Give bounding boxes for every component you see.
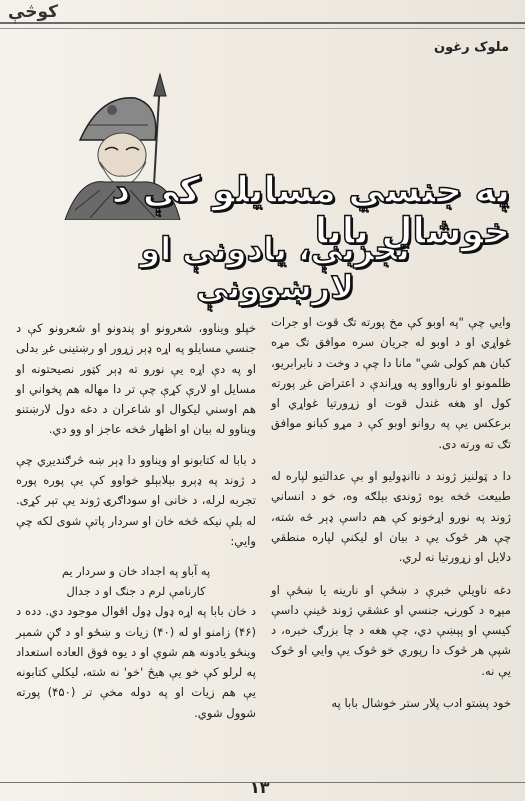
paragraph: د خان بابا په اړه ډول ډول اقوال موجود دي. دده د (۴۶) زامنو او له (۴۰) زيات و ښځو او د ګڼ شمېر وينځو يادونه هم شوې او د يوه فوق العاده استعداد په لرلو کې خو يې هيڅ 'خو' نه شته، ليکلي کتابونه يې هم زيات او په دوله مخې تر (۴۵۰) پورته شوول شوي. <box>16 604 257 720</box>
page-number: ۱۳ <box>250 778 270 797</box>
magazine-name: کوڅې <box>8 2 58 22</box>
right-column <box>271 312 511 725</box>
paragraph: دغه ناويلي خبرې د ښځې او نارينه يا ښځې او مېړه د کورنۍ، جنسي او عشقي ژوند ځينې داسې کيسې او پېښې دي، چې هغه د چا بزرګ خبره، د شپې هر څوک دا رپوري خو څوک يې وايي او څوک يې نه. <box>271 582 511 678</box>
article-title-line2: تجربې، يادونې او لارښوونې <box>140 230 410 306</box>
article-title-line1: په جنسي مسايلو کې د خوشال بابا <box>111 170 510 252</box>
paragraph: خپلو ويناوو، شعرونو او پندونو او شعرونو کې د جنسي مسايلو په اړه ډېر زړور او رښتينی غږ بدلی او په دې اړه يې نورو ته ډېر کټور نصيحتونه او مسايل او لارې کړې چې تر دا مهاله هم پخواني او هم اوسني ليکوال او شاعران د دغه دول لارښتنو ويناوو له بيان او اظهار څخه عاجز او وو دي. <box>16 321 256 437</box>
left-column <box>16 318 256 733</box>
paragraph: وايي چې "په اوبو کې مخ پورته تګ قوت او جرات غواړي او د اوبو له جريان سره موافق تګ مړه کبان هم کولی شي" مانا دا چې د وخت د نابرابريو، ظلمونو او ناروااوو په وړاندې د اعتراض غږ پورته کول او هغه غندل قوت او زړورتيا غواړي او برعکس يې په روانو اوبو کې د مړو کبانو موافق تګ ته ورته دی. <box>271 315 511 451</box>
paragraph: د بابا له کتابونو او ويناوو دا ډېر ښه څرګنديږي چې د ژوند په ډېرو بېلابېلو خواوو کې يې پوره پوره تجربه لرله، د خانی او سوداګرۍ ژوند يې تېر کړی. له بلې نيکه څخه خان او سردار پاتې شوی لکه چې وايي: <box>16 452 256 548</box>
verse-line: په آباو په اجداد خان و سردار يم <box>61 564 211 579</box>
paragraph: دا د ټولنيز ژوند د ناانډوليو او بې عدالتيو لپاره له طبيعت څخه يوه ژوندۍ بېلګه وه، خو د انساني ژوند په نورو اړخونو کې هم داسې ډېر څه شته، چې هر څوک يې د بيان او ليکنې لپاره منطقي دلايل او زړورتيا نه لري. <box>271 469 511 565</box>
author-name: ملوک رغون <box>434 40 509 55</box>
header-rule <box>0 22 525 24</box>
paragraph: خود پښتو ادب پلار ستر خوشال بابا په <box>331 696 511 711</box>
verse-line: کارنامې لرم د جنګ او د جدال <box>66 584 206 599</box>
header-rule-thin <box>0 28 525 29</box>
